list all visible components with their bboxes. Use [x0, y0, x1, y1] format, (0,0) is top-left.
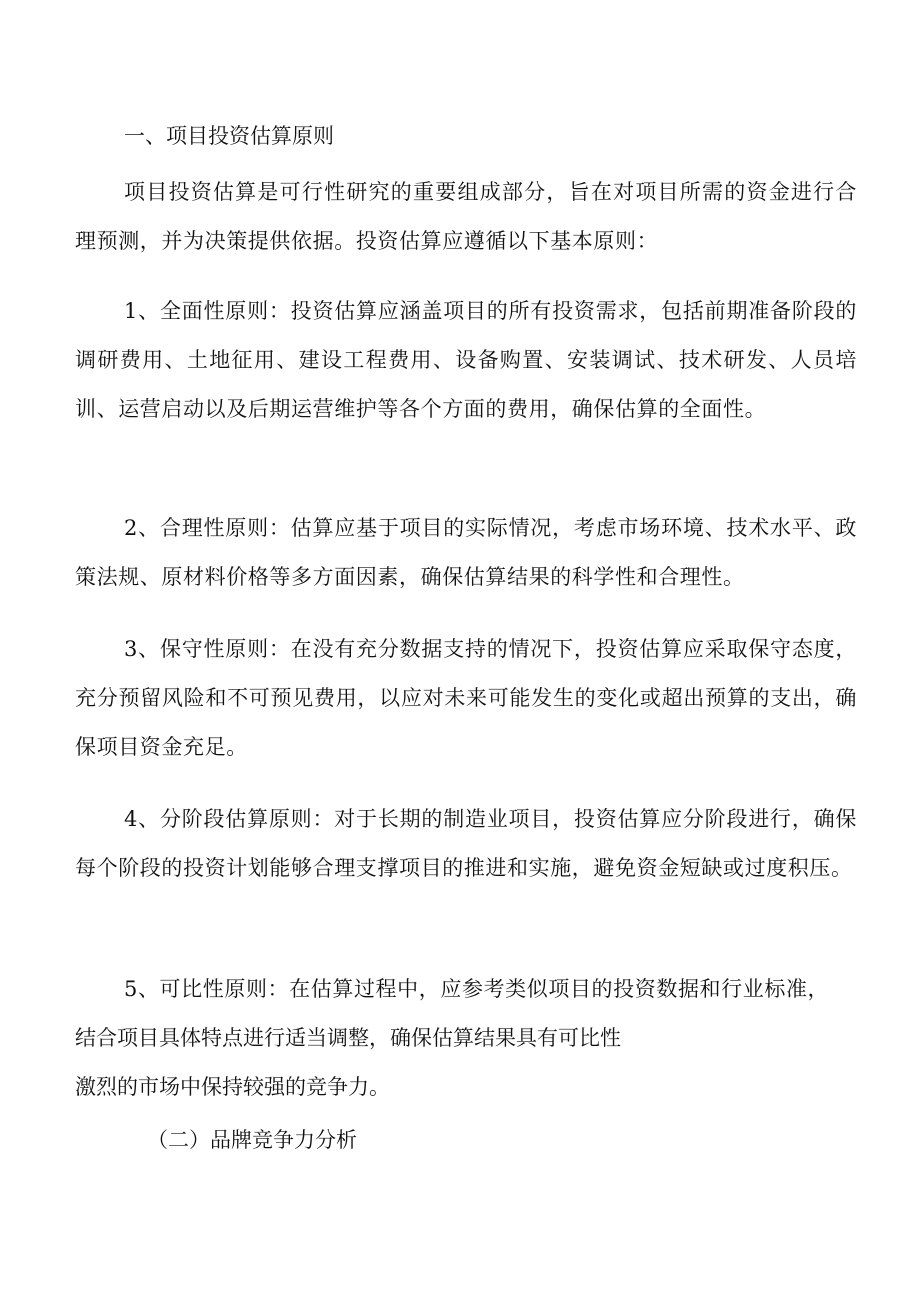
- principle-comprehensive: 1、全面性原则：投资估算应涵盖项目的所有投资需求，包括前期准备阶段的调研费用、土地征用、建设工程费用、设备购置、安装调试、技术研发、人员培训、运营启动以及后期运营维护等各个方面的费用，确保估算的全面性。: [75, 299, 857, 421]
- fragment-line: 激烈的市场中保持较强的竞争力。: [75, 1075, 390, 1099]
- intro-paragraph: 项目投资估算是可行性研究的重要组成部分，旨在对项目所需的资金进行合理预测，并为决策提供依据。投资估算应遵循以下基本原则：: [75, 180, 857, 253]
- subsection-heading: （二）品牌竞争力分析: [147, 1128, 357, 1152]
- principle-reasonable: 2、合理性原则：估算应基于项目的实际情况，考虑市场环境、技术水平、政策法规、原材料价格等多方面因素，确保估算结果的科学性和合理性。: [75, 516, 857, 589]
- principle-comparable: 5、可比性原则：在估算过程中，应参考类似项目的投资数据和行业标准，: [124, 977, 830, 1001]
- section-heading: 一、项目投资估算原则: [124, 124, 334, 148]
- comparable-continuation-line: 结合项目具体特点进行适当调整，确保估算结果具有可比性: [75, 1026, 621, 1050]
- principle-phased: 4、分阶段估算原则：对于长期的制造业项目，投资估算应分阶段进行，确保每个阶段的投资计划能够合理支撑项目的推进和实施，避免资金短缺或过度积压。: [75, 807, 857, 880]
- principle-conservative: 3、保守性原则：在没有充分数据支持的情况下，投资估算应采取保守态度，充分预留风险和不可预见费用，以应对未来可能发生的变化或超出预算的支出，确保项目资金充足。: [75, 637, 857, 759]
